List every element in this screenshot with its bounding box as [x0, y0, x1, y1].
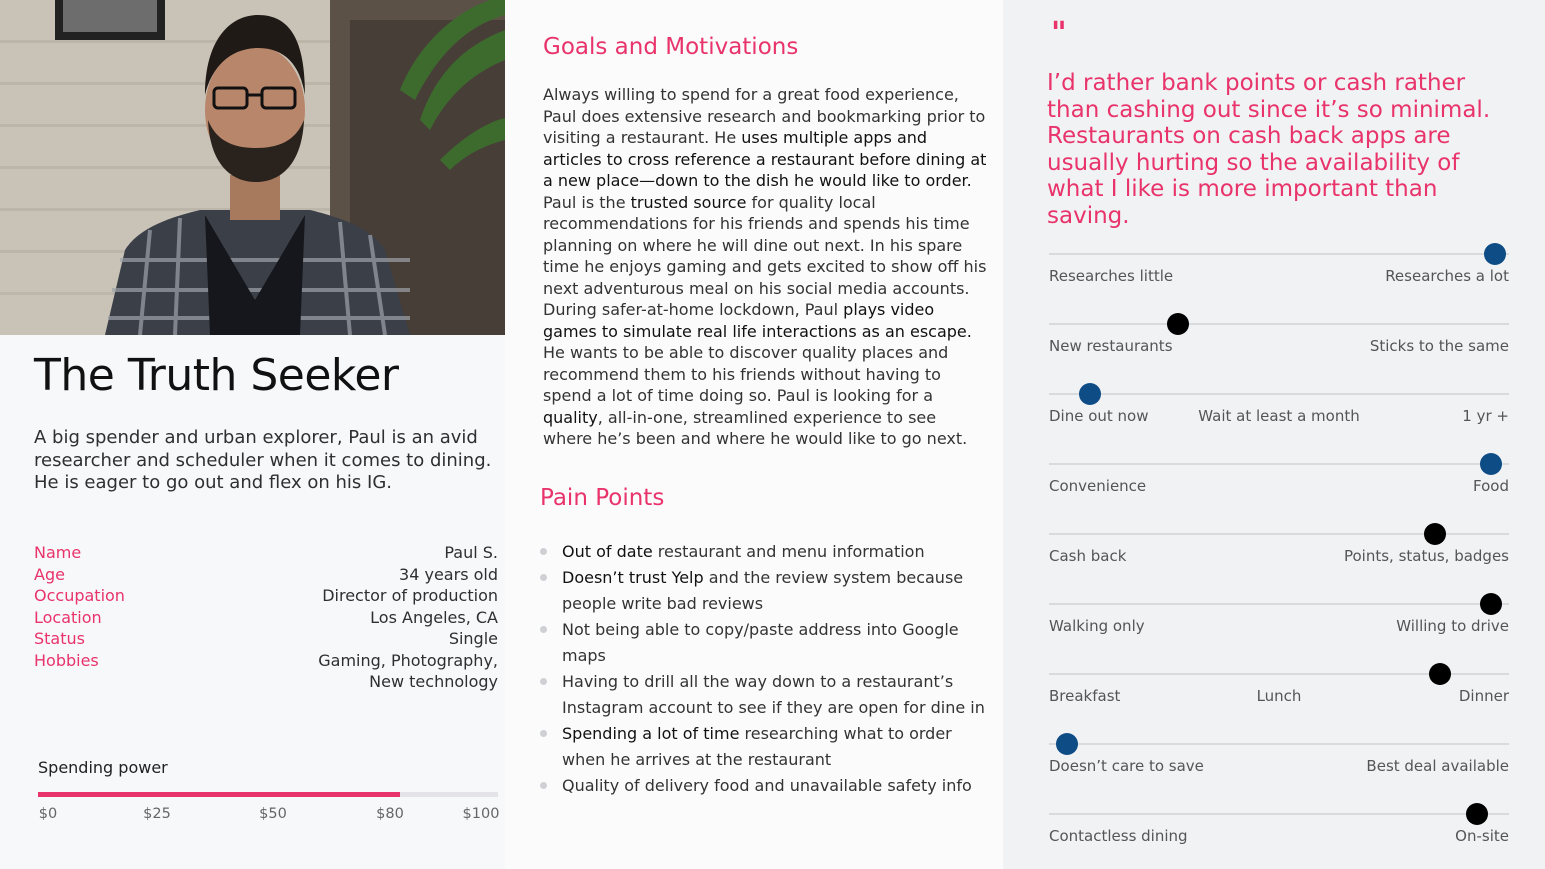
scale-label-left: Doesn’t care to save	[1049, 757, 1204, 775]
pain-point-emphasis: Spending a lot of time	[562, 724, 740, 743]
attitude-scale	[1049, 533, 1509, 573]
scale-track	[1049, 463, 1509, 465]
scale-marker	[1429, 663, 1451, 685]
scale-track	[1049, 743, 1509, 745]
attitude-scale	[1049, 673, 1509, 713]
scale-label-left: Dine out now	[1049, 407, 1149, 425]
scale-label-right: Sticks to the same	[1369, 337, 1509, 355]
spending-tick: $80	[376, 806, 404, 822]
bullet-icon	[540, 730, 547, 737]
fact-label: Occupation	[34, 586, 125, 605]
fact-label: Hobbies	[34, 650, 99, 670]
fact-value: Los Angeles, CA	[370, 607, 498, 627]
scale-track	[1049, 253, 1509, 255]
pain-point-text: and the review system because people write bad reviews	[562, 568, 964, 613]
persona-title: The Truth Seeker	[34, 350, 399, 401]
goals-text-segment: , all-in-one, streamlined experience to see where he’s been and where he would like to go next.	[543, 407, 968, 448]
scale-marker	[1079, 383, 1101, 405]
goals-text	[543, 84, 988, 450]
pain-point-item	[540, 617, 990, 669]
persona-quote: I’d rather bank points or cash rather than cashing out since it’s so minimal. Restaurants on cash back apps are usually hurting so the availability of what I like is more important than saving.	[1047, 70, 1491, 229]
goals-emphasis: quality	[543, 407, 598, 427]
scale-track	[1049, 393, 1509, 395]
scale-marker	[1424, 523, 1446, 545]
spending-tick: $25	[143, 806, 171, 822]
scale-label-right: Researches a lot	[1385, 267, 1509, 285]
scale-label-middle: Wait at least a month	[1198, 407, 1360, 425]
bullet-icon	[540, 574, 547, 581]
scale-label-right: Food	[1473, 477, 1509, 495]
scale-label-left: Breakfast	[1049, 687, 1121, 705]
spending-tick: $50	[259, 806, 287, 822]
pain-point-item	[540, 539, 990, 565]
scale-label-right: On-site	[1455, 827, 1509, 845]
scale-label-left: Cash back	[1049, 547, 1127, 565]
fact-row-hobbies	[34, 650, 498, 693]
pain-point-text: Not being able to copy/paste address into Google maps	[562, 620, 959, 665]
fact-label: Age	[34, 564, 65, 584]
fact-value-line: New technology	[369, 672, 498, 691]
fact-row-age	[34, 564, 498, 586]
spending-power-bar	[38, 792, 498, 797]
fact-label: Location	[34, 607, 102, 627]
persona-photo	[0, 0, 505, 335]
attitude-scale	[1049, 253, 1509, 293]
goals-emphasis: plays video games to simulate real life interactions as an escape.	[543, 300, 972, 341]
persona-profile	[0, 0, 505, 869]
scale-label-left: Walking only	[1049, 617, 1145, 635]
scale-label-right: Dinner	[1458, 687, 1509, 705]
pain-point-text: restaurant and menu information	[652, 542, 925, 561]
scale-label-right: Best deal available	[1366, 757, 1509, 775]
fact-row-name	[34, 542, 498, 564]
fact-value: Single	[448, 629, 498, 648]
pain-points-list	[540, 539, 990, 799]
fact-value: Paul S.	[444, 543, 498, 562]
attitude-scale	[1049, 393, 1509, 433]
fact-row-occupation	[34, 585, 498, 607]
attitude-scale	[1049, 603, 1509, 643]
scale-track	[1049, 323, 1509, 325]
scale-label-left: New restaurants	[1049, 337, 1173, 355]
pain-point-item	[540, 565, 990, 617]
fact-row-status	[34, 628, 498, 650]
goals-text-segment: He wants to be able to discover quality places and recommend them to his friends without having to spend a lot of time doing so. Paul is looking for a	[543, 343, 949, 405]
scale-marker	[1056, 733, 1078, 755]
scale-label-right: 1 yr +	[1462, 407, 1509, 425]
scale-label-left: Researches little	[1049, 267, 1174, 285]
fact-value: Director of production	[322, 586, 498, 605]
attitude-scale	[1049, 323, 1509, 363]
scale-track	[1049, 603, 1509, 605]
persona-details	[505, 0, 1003, 869]
goals-emphasis: trusted source	[630, 192, 747, 212]
attitude-scale	[1049, 813, 1509, 853]
pain-point-item	[540, 721, 990, 773]
bullet-icon	[540, 678, 547, 685]
pain-point-emphasis: Out of date	[562, 542, 653, 561]
persona-summary: A big spender and urban explorer, Paul is an avid researcher and scheduler when it comes to dining. He is eager to go out and flex on his IG.	[34, 427, 492, 493]
goals-text-segment: Paul is the	[543, 192, 631, 212]
fact-value	[318, 650, 498, 693]
pain-point-item	[540, 669, 990, 721]
spending-power-fill	[38, 792, 400, 797]
scale-marker	[1480, 593, 1502, 615]
fact-label: Name	[34, 543, 82, 562]
scale-marker	[1484, 243, 1506, 265]
scale-marker	[1466, 803, 1488, 825]
pain-point-item	[540, 773, 990, 799]
scale-label-right: Points, status, badges	[1343, 547, 1509, 565]
spending-tick: $0	[38, 806, 58, 822]
persona-facts	[34, 542, 498, 693]
fact-value-line: Gaming, Photography,	[318, 650, 498, 670]
fact-label: Status	[34, 629, 85, 648]
scale-label-right: Willing to drive	[1396, 617, 1509, 635]
attitude-scale	[1049, 463, 1509, 503]
spending-power-label: Spending power	[38, 758, 168, 777]
pain-point-text: Having to drill all the way down to a restaurant’s Instagram account to see if they are open for dine in	[562, 672, 985, 717]
fact-row-location	[34, 607, 498, 629]
scale-label-middle: Lunch	[1256, 687, 1302, 705]
goals-heading: Goals and Motivations	[543, 34, 799, 60]
bullet-icon	[540, 626, 547, 633]
bullet-icon	[540, 782, 547, 789]
scale-track	[1049, 813, 1509, 815]
pain-point-text: researching what to order when he arrives at the restaurant	[562, 724, 952, 769]
quote-mark-icon: "	[1051, 16, 1069, 51]
spending-tick: $100	[462, 806, 500, 822]
goals-text-segment: Always willing to spend for a great food experience, Paul does extensive research and bookmarking prior to visiting a restaurant. He	[543, 85, 986, 147]
pain-point-emphasis: Doesn’t trust Yelp	[562, 568, 704, 587]
persona-attitudes	[1003, 0, 1545, 869]
bullet-icon	[540, 548, 547, 555]
scale-label-left: Convenience	[1049, 477, 1147, 495]
attitude-scale	[1049, 743, 1509, 783]
fact-value: 34 years old	[399, 564, 498, 584]
scale-marker	[1480, 453, 1502, 475]
pain-points-heading: Pain Points	[540, 485, 665, 511]
pain-point-text: Quality of delivery food and unavailable safety info	[562, 776, 972, 795]
goals-text-segment: for quality local recommendations for his friends and spends his time planning on where he will dine out next. In his spare time he enjoys gaming and gets excited to show off his next adventurous meal on his social media accounts. During safer-at-home lockdown, Paul	[543, 192, 987, 319]
goals-emphasis: uses multiple apps and articles to cross reference a restaurant before dining at a new place—down to the dish he would like to order.	[543, 128, 987, 190]
scale-marker	[1167, 313, 1189, 335]
scale-label-left: Contactless dining	[1049, 827, 1188, 845]
spending-power-ticks	[38, 806, 500, 826]
